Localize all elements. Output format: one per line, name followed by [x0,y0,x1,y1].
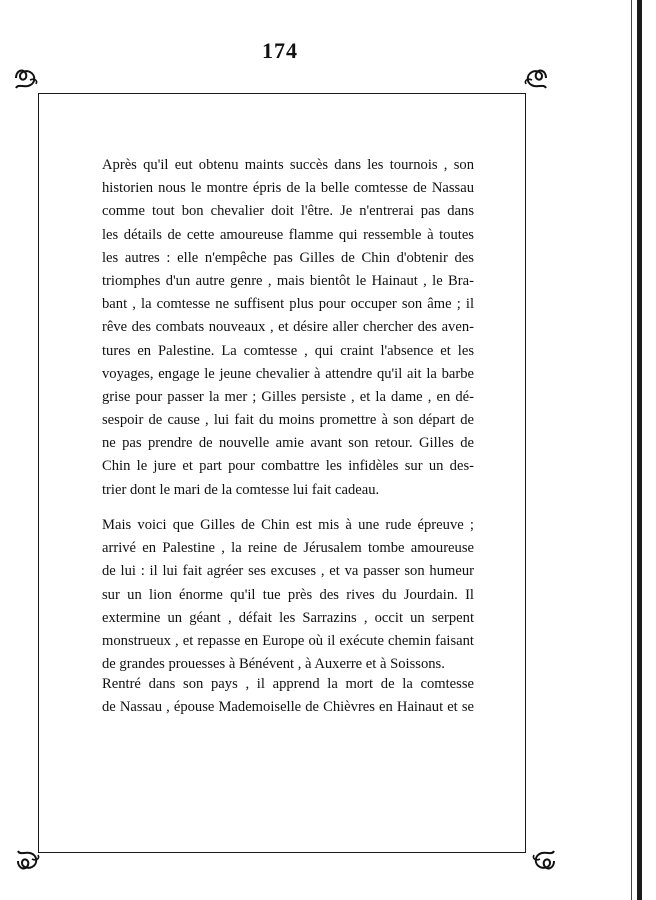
paragraph [102,673,474,719]
paragraph [102,154,474,502]
text-line: comme tout bon chevalier doit l'être. Je n'entrerai pas dans [102,203,474,220]
text-line: Rentré dans son pays , il apprend la mort de la comtesse [102,676,474,692]
text-line: arrivé en Palestine , la reine de Jérusalem tombe amoureuse [102,540,474,557]
text-line: ne pas prendre de nouvelle amie avant son retour. Gilles de [102,435,474,452]
page-edge-shadow [637,0,642,900]
text-line: de lui : il lui fait agréer ses excuses , et va passer son humeur [102,563,474,580]
text-line: les autres : elle n'empêche pas Gilles de Chin d'obtenir des [102,249,474,266]
text-line: de grandes prouesses à Bénévent , à Auxerre et à Soissons. [102,656,445,673]
text-line: triomphes d'un autre genre , mais bientôt le Hainaut , le Bra- [102,272,474,289]
text-line: bant , la comtesse ne suffisent plus pour occuper son âme ; il [102,296,474,313]
text-line: tures en Palestine. La comtesse , qui craint l'absence et les [102,342,474,359]
text-line: grise pour passer la mer ; Gilles persiste , et la dame , en dé- [102,388,474,405]
flourish-icon [14,847,42,875]
text-line: sespoir de cause , lui fait du moins promettre à son départ de [102,412,474,429]
text-line: de Nassau , épouse Mademoiselle de Chièvres en Hainaut et se [102,699,474,716]
text-line: voyages, engage le jeune chevalier à attendre qu'il ait la barbe [102,365,474,382]
text-line: Chin le jure et part pour combattre les infidèles sur un des- [102,458,474,475]
text-line: sur un lion énorme qu'il tue près des rives du Jourdain. Il [102,586,474,603]
paragraph [102,514,474,676]
flourish-icon [522,64,550,92]
text-line: Après qu'il eut obtenu maints succès dans les tournois , son [102,157,474,173]
text-line: rêve des combats nouveaux , et désire aller chercher des aven- [102,319,474,336]
flourish-icon [530,847,558,875]
page-edge-line [631,0,632,900]
text-line: monstrueux , et repasse en Europe où il exécute chemin faisant [102,632,474,649]
text-line: extermine un géant , défait les Sarrazins , occit un serpent [102,609,474,626]
text-line: trier dont le mari de la comtesse lui fait cadeau. [102,481,380,498]
text-line: Mais voici que Gilles de Chin est mis à une rude épreuve ; [102,517,474,533]
text-line: historien nous le montre épris de la belle comtesse de Nassau [102,180,474,197]
text-line: les détails de cette amoureuse flamme qui ressemble à toutes [102,226,474,243]
page-number: 174 [262,38,298,63]
flourish-icon [12,64,40,92]
